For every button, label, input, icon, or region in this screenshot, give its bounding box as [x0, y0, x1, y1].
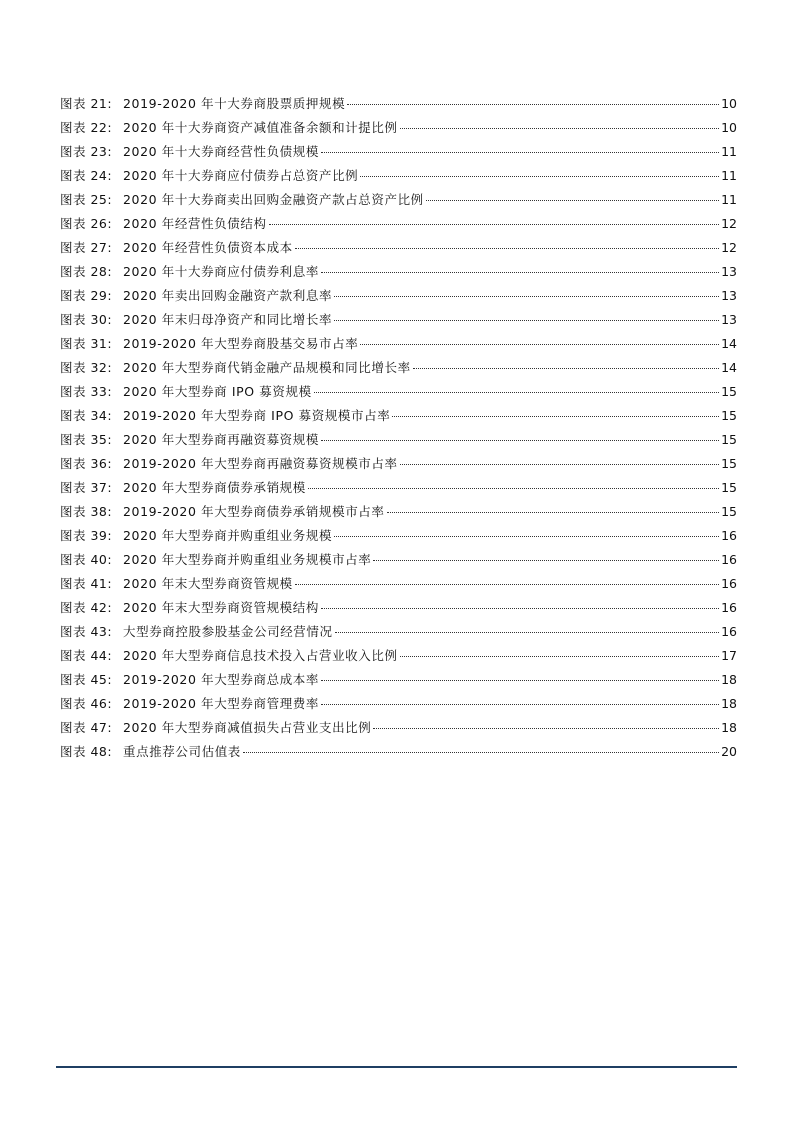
dot-leader — [373, 560, 719, 561]
dot-leader — [321, 272, 719, 273]
toc-entry[interactable] — [60, 668, 737, 692]
page-number[interactable]: 13 — [721, 264, 737, 279]
toc-entry[interactable] — [60, 92, 737, 116]
page-number[interactable]: 15 — [721, 504, 737, 519]
figure-label: 图表 26: — [60, 216, 113, 231]
figure-label: 图表 47: — [60, 720, 113, 735]
page-number[interactable]: 10 — [721, 96, 737, 111]
figure-title[interactable]: 2020 年经营性负债结构 — [123, 216, 267, 231]
dot-leader — [426, 200, 719, 201]
figure-label: 图表 34: — [60, 408, 113, 423]
figure-title[interactable]: 2019-2020 年大型券商再融资募资规模市占率 — [123, 456, 398, 471]
page-number[interactable]: 11 — [721, 168, 737, 183]
figure-label: 图表 43: — [60, 624, 113, 639]
figure-title[interactable]: 2020 年大型券商信息技术投入占营业收入比例 — [123, 648, 398, 663]
toc-entry[interactable] — [60, 548, 737, 572]
toc-entry[interactable] — [60, 284, 737, 308]
dot-leader — [334, 320, 719, 321]
figure-title[interactable]: 2020 年大型券商并购重组业务规模 — [123, 528, 333, 543]
toc-entry[interactable] — [60, 212, 737, 236]
figure-title[interactable]: 2020 年末大型券商资管规模 — [123, 576, 293, 591]
figure-title[interactable]: 2019-2020 年大型券商总成本率 — [123, 672, 320, 687]
figure-label: 图表 37: — [60, 480, 113, 495]
figure-title[interactable]: 2019-2020 年大型券商 IPO 募资规模市占率 — [123, 408, 391, 423]
dot-leader — [360, 176, 719, 177]
figure-label: 图表 36: — [60, 456, 113, 471]
toc-entry[interactable] — [60, 452, 737, 476]
figure-title[interactable]: 2020 年末大型券商资管规模结构 — [123, 600, 319, 615]
dot-leader — [295, 584, 719, 585]
figure-title[interactable]: 重点推荐公司估值表 — [123, 744, 241, 759]
dot-leader — [321, 608, 719, 609]
figure-label: 图表 28: — [60, 264, 113, 279]
dot-leader — [413, 368, 719, 369]
toc-entry[interactable] — [60, 716, 737, 740]
page-number[interactable]: 20 — [721, 744, 737, 759]
figure-label: 图表 33: — [60, 384, 113, 399]
figure-label: 图表 23: — [60, 144, 113, 159]
dot-leader — [392, 416, 719, 417]
toc-entry[interactable] — [60, 380, 737, 404]
page-number[interactable]: 16 — [721, 576, 737, 591]
page-number[interactable]: 15 — [721, 480, 737, 495]
page-number[interactable]: 15 — [721, 384, 737, 399]
toc-entry[interactable] — [60, 308, 737, 332]
figure-title[interactable]: 2019-2020 年十大券商股票质押规模 — [123, 96, 346, 111]
figure-label: 图表 40: — [60, 552, 113, 567]
figure-title[interactable]: 2020 年大型券商债券承销规模 — [123, 480, 306, 495]
figure-label: 图表 22: — [60, 120, 113, 135]
dot-leader — [347, 104, 719, 105]
figure-label: 图表 21: — [60, 96, 113, 111]
dot-leader — [243, 752, 719, 753]
figure-label: 图表 27: — [60, 240, 113, 255]
page-number[interactable]: 11 — [721, 144, 737, 159]
figure-title[interactable]: 2020 年十大券商资产减值准备余额和计提比例 — [123, 120, 398, 135]
dot-leader — [308, 488, 719, 489]
toc-entry[interactable] — [60, 116, 737, 140]
dot-leader — [321, 704, 719, 705]
figure-label: 图表 39: — [60, 528, 113, 543]
footer-rule — [56, 1066, 737, 1068]
figure-title[interactable]: 2019-2020 年大型券商管理费率 — [123, 696, 320, 711]
page-number[interactable]: 15 — [721, 432, 737, 447]
figure-title[interactable]: 2020 年大型券商代销金融产品规模和同比增长率 — [123, 360, 411, 375]
toc-entry[interactable] — [60, 404, 737, 428]
toc-entry[interactable] — [60, 644, 737, 668]
toc-entry[interactable] — [60, 260, 737, 284]
page-number[interactable]: 18 — [721, 672, 737, 687]
page-number[interactable]: 10 — [721, 120, 737, 135]
page-number[interactable]: 14 — [721, 336, 737, 351]
page-number[interactable]: 15 — [721, 456, 737, 471]
toc-entry[interactable] — [60, 620, 737, 644]
page-number[interactable]: 12 — [721, 216, 737, 231]
toc-entry[interactable] — [60, 428, 737, 452]
figure-label: 图表 29: — [60, 288, 113, 303]
toc-entry[interactable] — [60, 692, 737, 716]
figure-title[interactable]: 2020 年末归母净资产和同比增长率 — [123, 312, 333, 327]
toc-entry[interactable] — [60, 164, 737, 188]
toc-entry[interactable] — [60, 188, 737, 212]
page-number[interactable]: 16 — [721, 600, 737, 615]
toc-entry[interactable] — [60, 332, 737, 356]
dot-leader — [321, 152, 719, 153]
dot-leader — [387, 512, 720, 513]
dot-leader — [334, 296, 719, 297]
figure-title[interactable]: 2020 年大型券商减值损失占营业支出比例 — [123, 720, 372, 735]
figure-title[interactable]: 2020 年十大券商应付债券利息率 — [123, 264, 319, 279]
page-number[interactable]: 13 — [721, 312, 737, 327]
dot-leader — [314, 392, 719, 393]
figure-label: 图表 35: — [60, 432, 113, 447]
figure-title[interactable]: 2020 年经营性负债资本成本 — [123, 240, 293, 255]
figure-label: 图表 25: — [60, 192, 113, 207]
toc-entry[interactable] — [60, 740, 737, 764]
figure-label: 图表 42: — [60, 600, 113, 615]
dot-leader — [400, 656, 720, 657]
dot-leader — [335, 632, 719, 633]
page-number[interactable]: 17 — [721, 648, 737, 663]
page-number[interactable]: 18 — [721, 720, 737, 735]
figure-title[interactable]: 2020 年十大券商经营性负债规模 — [123, 144, 319, 159]
figure-title[interactable]: 2020 年卖出回购金融资产款利息率 — [123, 288, 333, 303]
figure-label: 图表 48: — [60, 744, 113, 759]
dot-leader — [321, 440, 719, 441]
dot-leader — [334, 536, 719, 537]
page-number[interactable]: 14 — [721, 360, 737, 375]
table-of-figures — [60, 92, 737, 764]
figure-label: 图表 38: — [60, 504, 113, 519]
figure-title[interactable]: 2020 年十大券商卖出回购金融资产款占总资产比例 — [123, 192, 424, 207]
figure-title[interactable]: 2019-2020 年大型券商股基交易市占率 — [123, 336, 359, 351]
page-number[interactable]: 16 — [721, 624, 737, 639]
toc-entry[interactable] — [60, 140, 737, 164]
figure-label: 图表 44: — [60, 648, 113, 663]
dot-leader — [360, 344, 719, 345]
figure-label: 图表 32: — [60, 360, 113, 375]
toc-entry[interactable] — [60, 596, 737, 620]
figure-label: 图表 30: — [60, 312, 113, 327]
page-number[interactable]: 16 — [721, 552, 737, 567]
dot-leader — [400, 464, 719, 465]
dot-leader — [321, 680, 719, 681]
toc-entry[interactable] — [60, 356, 737, 380]
toc-entry[interactable] — [60, 476, 737, 500]
figure-label: 图表 46: — [60, 696, 113, 711]
figure-title[interactable]: 2020 年大型券商再融资募资规模 — [123, 432, 319, 447]
figure-title[interactable]: 2020 年大型券商并购重组业务规模市占率 — [123, 552, 372, 567]
figure-label: 图表 45: — [60, 672, 113, 687]
dot-leader — [269, 224, 720, 225]
figure-title[interactable]: 2020 年大型券商 IPO 募资规模 — [123, 384, 312, 399]
dot-leader — [373, 728, 719, 729]
figure-label: 图表 24: — [60, 168, 113, 183]
page-number[interactable]: 11 — [721, 192, 737, 207]
page-number[interactable]: 18 — [721, 696, 737, 711]
page-number[interactable]: 15 — [721, 408, 737, 423]
figure-label: 图表 41: — [60, 576, 113, 591]
figure-title[interactable]: 2020 年十大券商应付债券占总资产比例 — [123, 168, 359, 183]
toc-entry[interactable] — [60, 572, 737, 596]
toc-entry[interactable] — [60, 236, 737, 260]
page-number[interactable]: 13 — [721, 288, 737, 303]
figure-title[interactable]: 2019-2020 年大型券商债券承销规模市占率 — [123, 504, 385, 519]
toc-entry[interactable] — [60, 524, 737, 548]
page-number[interactable]: 12 — [721, 240, 737, 255]
page-number[interactable]: 16 — [721, 528, 737, 543]
figure-title[interactable]: 大型券商控股参股基金公司经营情况 — [123, 624, 333, 639]
toc-entry[interactable] — [60, 500, 737, 524]
figure-label: 图表 31: — [60, 336, 113, 351]
dot-leader — [400, 128, 720, 129]
dot-leader — [295, 248, 719, 249]
